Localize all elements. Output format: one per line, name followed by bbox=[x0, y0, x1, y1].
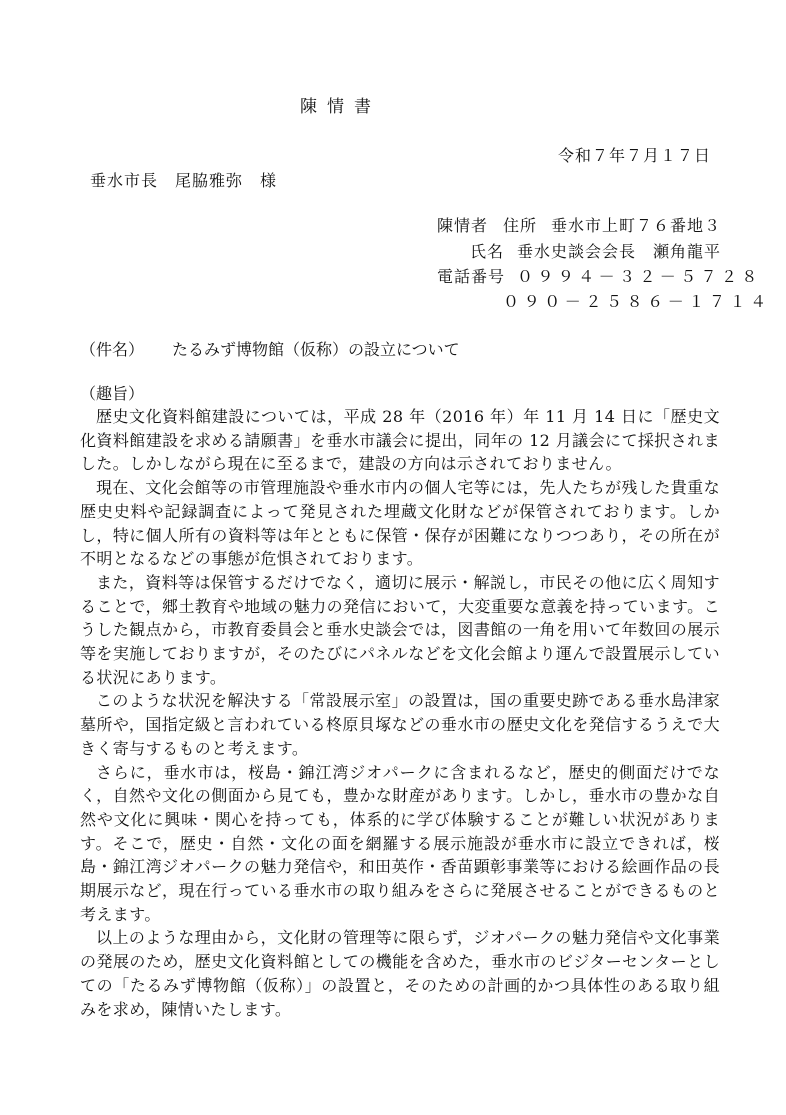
subject-line bbox=[80, 337, 460, 360]
paragraph: また，資料等は保管するだけでなく，適切に展示・解説し，市民その他に広く周知することで，郷土教育や地域の魅力の発信において，大変重要な意義を持っています。こうした観点から，市教育委員会と垂水史談会では，図書館の一角を用いて年数回の展示等を実施しておりますが，そのたびにパネルなどを文化会館より運んで設置展示している状況にあります。 bbox=[80, 572, 720, 687]
address-label: 住所 bbox=[503, 216, 538, 235]
phone-number-2: ０９０－２５８６－１７１４ bbox=[503, 292, 771, 311]
paragraph: 現在、文化会館等の市管理施設や垂水市内の個人宅等には，先人たちが残した貴重な歴史史料や記録調査によって発見された埋蔵文化財などが保管されております。しかし，特に個人所有の資料等は年とともに保管・保存が困難になりつつあり，その所在が不明となるなどの事態が危惧されております。 bbox=[80, 478, 720, 569]
summary-heading: （趣旨） bbox=[80, 384, 145, 403]
subject-label: （件名） bbox=[80, 340, 145, 359]
paragraph: 以上のような理由から，文化財の管理等に限らず，ジオパークの魅力発信や文化事業の発展のため，歴史文化資料館としての機能を含めた，垂水市のビジターセンターとしての「たるみず博物館（仮称）」の設置と，そのための計画的かつ具体性のある取り組みを求め，陳情いたします。 bbox=[80, 928, 720, 1019]
phone-label: 電話番号 bbox=[437, 267, 506, 286]
paragraph: 歴史文化資料館建設については，平成 28 年（2016 年）年 11 月 14 日に「歴史文化資料館建設を求める請願書」を垂水市議会に提出，同年の 12 月議会にて採択されました。しかしながら現在に至るまで，建設の方向は示されておりません。 bbox=[80, 407, 720, 474]
body-text bbox=[80, 405, 720, 1021]
phone-number-1: ０９９４－３２－５７２８ bbox=[517, 267, 762, 286]
paragraph: さらに，垂水市は，桜島・錦江湾ジオパークに含まれるなど，歴史的側面だけでなく，自然や文化の側面から見ても，豊かな財産があります。しかし，垂水市の豊かな自然や文化に興味・関心を持っても，体系的に学び体験することが難しい状況があります。そこで，歴史・自然・文化の面を網羅する展示施設が垂水市に設立できれば，桜島・錦江湾ジオパークの魅力発信や，和田英作・香苗顕彰事業等における絵画作品の長期展示など，現在行っている垂水市の取り組みをさらに発展させることができるものと考えます。 bbox=[80, 762, 720, 924]
paragraph: このような状況を解決する「常設展示室」の設置は，国の重要史跡である垂水島津家墓所や，国指定級と言われている柊原貝塚などの垂水市の歴史文化を発信するうえで大きく寄与するものと考えます。 bbox=[80, 691, 720, 758]
name-label: 氏名 bbox=[470, 242, 505, 261]
petitioner-role-label: 陳情者 bbox=[437, 216, 489, 235]
addressee: 垂水市長 尾脇雅弥 様 bbox=[90, 171, 278, 190]
subject-text: たるみず博物館（仮称）の設立について bbox=[172, 340, 460, 359]
name-value: 垂水史談会会長 瀬角龍平 bbox=[517, 242, 722, 261]
address-value: 垂水市上町７６番地３ bbox=[551, 216, 722, 235]
document-title: 陳情書 bbox=[300, 97, 381, 117]
date: 令和７年７月１７日 bbox=[558, 146, 712, 165]
